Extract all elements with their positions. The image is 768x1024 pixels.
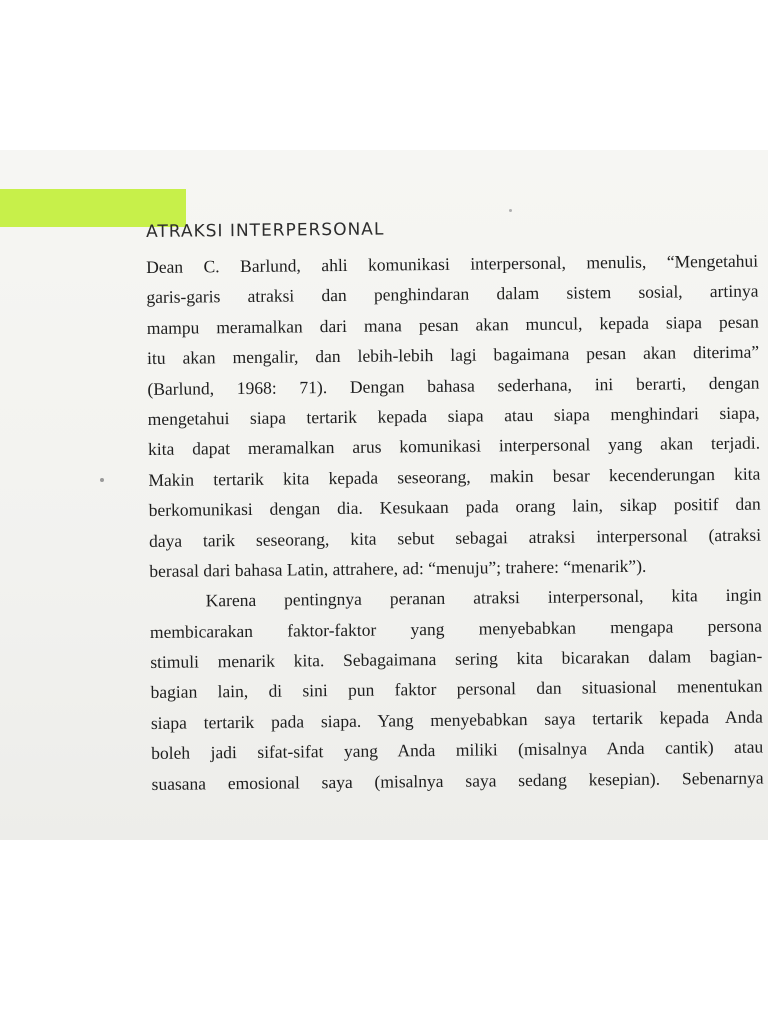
text-line: siapa tertarik pada siapa. Yang menyebabkan saya tertarik kepada Anda [150,706,764,733]
speck-mark [509,209,512,212]
text-line: (Barlund, 1968: 71). Dengan bahasa sederhana, ini berarti, dengan [147,372,760,399]
text-line-indented: Karena pentingnya peranan atraksi interpersonal, kita ingin [205,584,762,611]
text-line: bagian lain, di sini pun faktor personal dan situasional menentukan [150,676,763,703]
text-line: mampu meramalkan dari mana pesan akan muncul, kepada siapa pesan [146,311,759,338]
margin-mark [100,478,104,482]
text-line: Dean C. Barlund, ahli komunikasi interpersonal, menulis, “Mengetahui [146,250,759,277]
text-line: membicarakan faktor-faktor yang menyebabkan mengapa persona [149,615,763,642]
text-line: itu akan mengalir, dan lebih-lebih lagi bagaimana pesan akan diterima” [147,341,760,369]
text-line: berkomunikasi dengan dia. Kesukaan pada orang lain, sikap positif dan [148,493,761,521]
text-line: mengetahui siapa tertarik kepada siapa atau siapa menghindari siapa, [147,402,760,429]
text-line: suasana emosional saya (misalnya saya sedang kesepian). Sebenarnya [151,767,764,794]
text-line: daya tarik seseorang, kita sebut sebagai atraksi interpersonal (atraksi [148,524,762,551]
text-line: berasal dari bahasa Latin, attrahere, ad: “menuju”; trahere: “menarik”). [149,555,647,581]
body-text [146,246,764,799]
text-line: kita dapat meramalkan arus komunikasi interpersonal yang akan terjadi. [147,432,761,460]
section-heading: ATRAKSI INTERPERSONAL [146,219,385,242]
text-line: Makin tertarik kita kepada seseorang, makin besar kecenderungan kita [148,463,761,490]
text-line: garis-garis atraksi dan penghindaran dalam sistem sosial, artinya [146,280,759,308]
text-line: boleh jadi sifat-sifat yang Anda miliki (misalnya Anda cantik) atau [151,736,764,764]
text-line: stimuli menarik kita. Sebagaimana sering kita bicarakan dalam bagian- [150,645,763,673]
